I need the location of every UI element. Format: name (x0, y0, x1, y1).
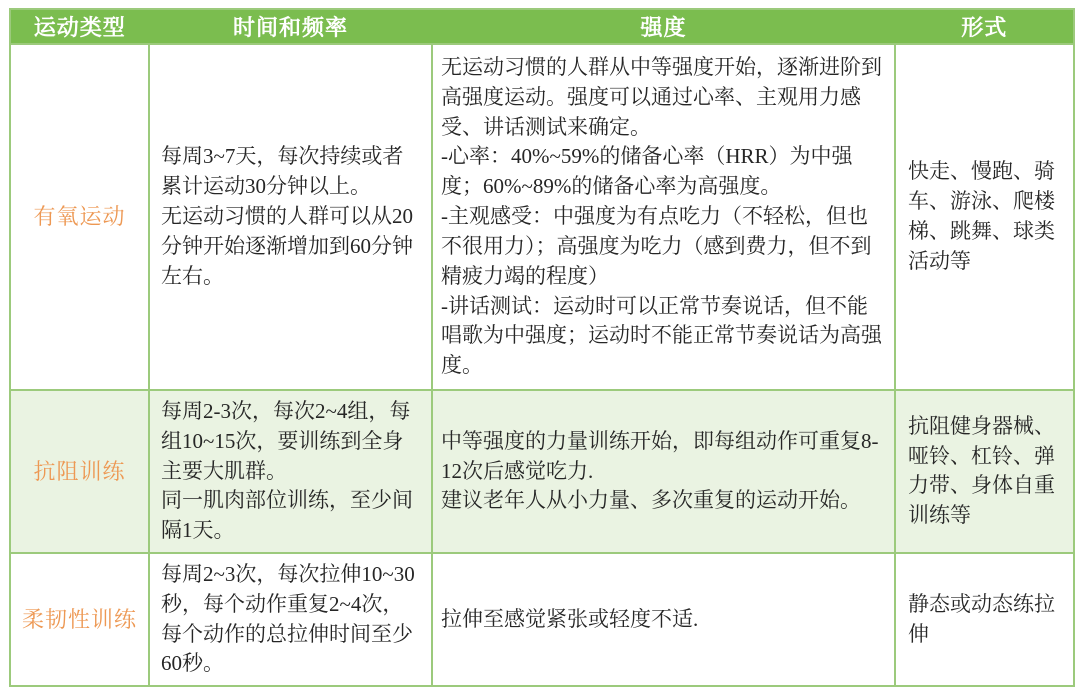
cell-paragraph: 每周3~7天，每次持续或者累计运动30分钟以上。 (161, 144, 404, 199)
cell-paragraph: 中等强度的力量训练开始，即每组动作可重复8-12次后感觉吃力. (441, 428, 879, 483)
cell-paragraph: 无运动习惯的人群可以从20分钟开始逐渐增加到60分钟左右。 (161, 204, 413, 288)
flexibility-form-cell (895, 553, 1074, 686)
resistance-time-cell (149, 390, 432, 553)
aerobic-time-cell (149, 44, 432, 390)
cell-paragraph: 静态或动态练拉伸 (908, 591, 1055, 646)
table-row-aerobic (10, 44, 1074, 390)
header-row (10, 9, 1074, 44)
col-header-form: 形式 (895, 9, 1074, 44)
resistance-intensity-cell (432, 390, 895, 553)
cell-paragraph: 每周2-3次，每次2~4组，每组10~15次，要训练到全身主要大肌群。 (161, 398, 411, 483)
cell-paragraph: 建议老年人从小力量、多次重复的运动开始。 (441, 488, 861, 513)
cell-paragraph: 每周2~3次，每次拉伸10~30秒，每个动作重复2~4次，每个动作的总拉伸时间至少60秒。 (161, 562, 415, 676)
resistance-form-cell (895, 390, 1074, 553)
col-header-exercise-type: 运动类型 (10, 9, 149, 44)
cell-paragraph: 无运动习惯的人群从中等强度开始，逐渐进阶到高强度运动。强度可以通过心率、主观用力感受、讲话测试来确定。 (441, 55, 882, 139)
cell-paragraph: 抗阻健身器械、哑铃、杠铃、弹力带、身体自重训练等 (908, 413, 1055, 528)
table-row-flexibility (10, 553, 1074, 686)
cell-paragraph: -心率：40%~59%的储备心率（HRR）为中强度；60%~89%的储备心率为高强度。 (441, 144, 853, 199)
cell-paragraph: 拉伸至感觉紧张或轻度不适. (441, 606, 699, 631)
aerobic-intensity-cell (432, 44, 895, 390)
row-label-aerobic: 有氧运动 (10, 44, 149, 390)
cell-paragraph: 快走、慢跑、骑车、游泳、爬楼梯、跳舞、球类活动等 (908, 159, 1055, 273)
exercise-guideline-table (9, 8, 1075, 687)
flexibility-intensity-cell (432, 553, 895, 686)
col-header-time-frequency: 时间和频率 (149, 9, 432, 44)
cell-paragraph: 同一肌肉部位训练，至少间隔1天。 (161, 488, 413, 543)
col-header-intensity: 强度 (432, 9, 895, 44)
aerobic-form-cell (895, 44, 1074, 390)
row-label-flexibility: 柔韧性训练 (10, 553, 149, 686)
cell-paragraph: -讲话测试：运动时可以正常节奏说话，但不能唱歌为中强度；运动时不能正常节奏说话为高强度。 (441, 293, 882, 378)
row-label-resistance: 抗阻训练 (10, 390, 149, 553)
cell-paragraph: -主观感受：中强度为有点吃力（不轻松，但也不很用力）；高强度为吃力（感到费力，但不到精疲力竭的程度） (441, 204, 872, 288)
table-row-resistance (10, 390, 1074, 553)
flexibility-time-cell (149, 553, 432, 686)
